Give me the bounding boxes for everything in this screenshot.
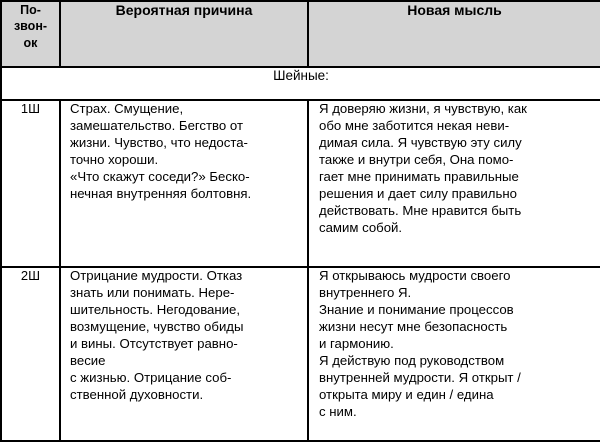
thought-text-1 <box>308 100 600 267</box>
thought-line: Я открываюсь мудрости своего <box>319 268 511 283</box>
column-header-vertebra-line-3: ок <box>23 35 38 50</box>
table-header-row <box>1 1 600 67</box>
thought-line: самим собой. <box>319 219 403 235</box>
column-header-thought: Новая мысль <box>308 1 600 67</box>
thought-line: внутренней мудрости. Я открыт / <box>319 369 521 385</box>
thought-line: гает мне принимать правильные <box>319 168 519 184</box>
thought-line: жизни несут мне безопасность <box>319 318 508 334</box>
thought-line: действовать. Мне нравится быть <box>319 202 522 218</box>
cause-line: «Что скажут соседи?» Беско- <box>70 168 250 184</box>
cause-text-2 <box>60 267 308 441</box>
column-header-vertebra-line-1: По- <box>20 3 41 17</box>
thought-line: и гармонию. <box>319 335 394 351</box>
cause-line: с жизнью. Отрицание соб- <box>70 369 232 385</box>
thought-line: также и внутри себя, Она помо- <box>319 151 514 167</box>
table-body <box>1 67 600 441</box>
cause-line: ственной духовности. <box>70 386 204 402</box>
cause-line: знать или понимать. Нере- <box>70 284 235 300</box>
vertebra-label-1: 1Ш <box>1 100 60 267</box>
table-row <box>1 267 600 441</box>
cause-line: замешательство. Бегство от <box>70 117 243 133</box>
thought-line: с ним. <box>319 403 357 419</box>
column-header-vertebra <box>1 1 60 67</box>
cause-line: шительность. Негодование, <box>70 301 241 317</box>
section-row-cervical <box>1 67 600 100</box>
cause-line: весие <box>70 352 106 368</box>
thought-line: Я действую под руководством <box>319 352 505 368</box>
cause-line: Отрицание мудрости. Отказ <box>70 268 243 283</box>
thought-line: Я доверяю жизни, я чувствую, как <box>319 101 527 116</box>
column-header-vertebra-line-2: звон- <box>13 19 48 34</box>
column-header-cause: Вероятная причина <box>60 1 308 67</box>
cause-line: точно хороши. <box>70 151 159 167</box>
thought-line: внутреннего Я. <box>319 284 412 300</box>
thought-text-2 <box>308 267 600 441</box>
section-label-cervical: Шейные: <box>1 67 600 100</box>
thought-line: Знание и понимание процессов <box>319 301 514 317</box>
vertebra-label-2: 2Ш <box>1 267 60 441</box>
cause-line: и вины. Отсутствует равно- <box>70 335 238 351</box>
thought-line: решения и дает силу правильно <box>319 185 517 201</box>
cause-line: Страх. Смущение, <box>70 101 184 116</box>
cause-text-1 <box>60 100 308 267</box>
cause-line: возмущение, чувство обиды <box>70 318 244 334</box>
thought-line: димая сила. Я чувствую эту силу <box>319 134 522 150</box>
cause-line: жизни. Чувство, что недоста- <box>70 134 248 150</box>
table-row <box>1 100 600 267</box>
table-header <box>1 1 600 67</box>
thought-line: обо мне заботится некая неви- <box>319 117 510 133</box>
cause-line: нечная внутренняя болтовня. <box>70 185 252 201</box>
thought-line: открыта миру и един / едина <box>319 386 494 402</box>
